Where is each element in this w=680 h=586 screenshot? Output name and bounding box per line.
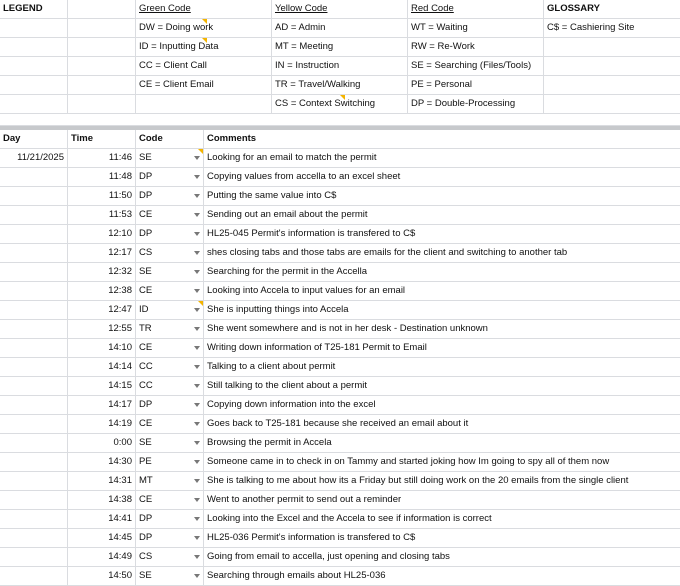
code-cell[interactable]	[136, 434, 204, 452]
table-row	[0, 510, 680, 529]
day-cell[interactable]	[0, 453, 68, 471]
comment-cell[interactable]: Looking into Accela to input values for an email	[207, 285, 406, 296]
day-cell[interactable]	[0, 206, 68, 224]
code-cell[interactable]	[136, 282, 204, 300]
yellow-code-item[interactable]: CS = Context Switching	[272, 95, 408, 113]
cell[interactable]	[544, 95, 680, 113]
cell[interactable]	[68, 0, 136, 18]
table-row	[0, 567, 680, 586]
table-row	[0, 301, 680, 320]
green-code-item[interactable]: ID = Inputting Data	[136, 38, 272, 56]
red-code-item[interactable]: PE = Personal	[408, 76, 544, 94]
day-cell[interactable]	[0, 415, 68, 433]
dropdown-arrow-icon[interactable]	[194, 175, 200, 179]
code-value: CE	[139, 418, 153, 429]
comment-cell[interactable]: Looking into the Excel and the Accela to see if information is correct	[207, 513, 492, 524]
comment-cell[interactable]: Sending out an email about the permit	[207, 209, 368, 220]
time-cell[interactable]: 12:10	[68, 225, 136, 243]
dropdown-arrow-icon[interactable]	[194, 403, 200, 407]
comment-cell[interactable]: Still talking to the client about a permit	[207, 380, 368, 391]
cell[interactable]	[68, 19, 136, 37]
time-cell[interactable]: 14:15	[68, 377, 136, 395]
code-value: CE	[139, 285, 153, 296]
header-code[interactable]: Code	[136, 130, 204, 148]
time-cell[interactable]: 14:19	[68, 415, 136, 433]
day-cell[interactable]	[0, 187, 68, 205]
code-cell[interactable]	[136, 263, 204, 281]
code-value: CE	[139, 209, 153, 220]
time-cell[interactable]: 12:38	[68, 282, 136, 300]
legend-row	[0, 57, 680, 76]
day-cell[interactable]	[0, 320, 68, 338]
code-cell[interactable]	[136, 225, 204, 243]
day-cell[interactable]	[0, 301, 68, 319]
table-row	[0, 149, 680, 168]
dropdown-arrow-icon[interactable]	[194, 479, 200, 483]
code-cell[interactable]	[136, 510, 204, 528]
time-cell[interactable]: 14:30	[68, 453, 136, 471]
red-code-item[interactable]: SE = Searching (Files/Tools)	[408, 57, 544, 75]
cell[interactable]	[68, 95, 136, 113]
code-cell[interactable]	[136, 244, 204, 262]
dropdown-arrow-icon[interactable]	[194, 232, 200, 236]
day-cell[interactable]	[0, 472, 68, 490]
day-cell[interactable]	[0, 168, 68, 186]
day-cell[interactable]	[0, 225, 68, 243]
time-cell[interactable]: 14:41	[68, 510, 136, 528]
code-value: DP	[139, 399, 153, 410]
green-code-item[interactable]: CC = Client Call	[136, 57, 272, 75]
legend-row	[0, 95, 680, 114]
time-cell[interactable]: 0:00	[68, 434, 136, 452]
time-cell[interactable]: 11:48	[68, 168, 136, 186]
code-cell[interactable]	[136, 396, 204, 414]
day-cell[interactable]	[0, 377, 68, 395]
yellow-code-item[interactable]: MT = Meeting	[272, 38, 408, 56]
table-row	[0, 358, 680, 377]
time-cell[interactable]: 12:47	[68, 301, 136, 319]
code-value: CC	[139, 361, 153, 372]
code-value: TR	[139, 323, 152, 334]
red-code-item[interactable]: WT = Waiting	[408, 19, 544, 37]
dropdown-arrow-icon[interactable]	[194, 327, 200, 331]
yellow-code-item[interactable]: TR = Travel/Walking	[272, 76, 408, 94]
comment-cell[interactable]: Goes back to T25-181 because she received an email about it	[207, 418, 469, 429]
dropdown-arrow-icon[interactable]	[194, 270, 200, 274]
day-cell[interactable]	[0, 244, 68, 262]
note-marker[interactable]	[198, 149, 203, 154]
code-value: DP	[139, 228, 153, 239]
red-code-item[interactable]: RW = Re-Work	[408, 38, 544, 56]
code-cell[interactable]	[136, 339, 204, 357]
dropdown-arrow-icon[interactable]	[194, 213, 200, 217]
time-cell[interactable]: 12:32	[68, 263, 136, 281]
code-value: PE	[139, 456, 152, 467]
time-cell[interactable]: 14:45	[68, 529, 136, 547]
log-header-row	[0, 130, 680, 149]
green-code-item[interactable]: CE = Client Email	[136, 76, 272, 94]
code-value: CE	[139, 342, 153, 353]
comment-cell[interactable]: Looking for an email to match the permit	[207, 152, 377, 163]
comment-cell[interactable]: She is inputting things into Accela	[207, 304, 349, 315]
time-cell[interactable]: 14:38	[68, 491, 136, 509]
table-row	[0, 168, 680, 187]
comment-cell[interactable]: She went somewhere and is not in her desk - Destination unknown	[207, 323, 488, 334]
green-code-title[interactable]: Green Code	[136, 0, 272, 18]
dropdown-arrow-icon[interactable]	[194, 156, 200, 160]
table-row	[0, 529, 680, 548]
table-row	[0, 377, 680, 396]
code-cell[interactable]	[136, 377, 204, 395]
dropdown-arrow-icon[interactable]	[194, 346, 200, 350]
red-code-title[interactable]: Red Code	[408, 0, 544, 18]
dropdown-arrow-icon[interactable]	[194, 460, 200, 464]
comment-cell[interactable]: Went to another permit to send out a reminder	[207, 494, 402, 505]
cell[interactable]	[68, 57, 136, 75]
cell[interactable]	[0, 38, 68, 56]
header-day[interactable]: Day	[0, 130, 68, 148]
dropdown-arrow-icon[interactable]	[194, 441, 200, 445]
note-marker[interactable]	[202, 19, 207, 24]
dropdown-arrow-icon[interactable]	[194, 289, 200, 293]
table-row	[0, 453, 680, 472]
code-cell[interactable]	[136, 320, 204, 338]
note-marker[interactable]	[202, 38, 207, 43]
code-value: SE	[139, 266, 152, 277]
code-value: SE	[139, 570, 152, 581]
code-cell[interactable]	[136, 548, 204, 566]
legend-row	[0, 19, 680, 38]
cell[interactable]	[544, 57, 680, 75]
yellow-code-item[interactable]: IN = Instruction	[272, 57, 408, 75]
dropdown-arrow-icon[interactable]	[194, 517, 200, 521]
code-value: DP	[139, 532, 153, 543]
cell[interactable]	[0, 19, 68, 37]
code-value: DP	[139, 190, 153, 201]
cell[interactable]	[0, 95, 68, 113]
code-cell[interactable]	[136, 206, 204, 224]
table-row	[0, 225, 680, 244]
code-cell[interactable]	[136, 187, 204, 205]
dropdown-arrow-icon[interactable]	[194, 308, 200, 312]
comment-cell[interactable]: Searching for the permit in the Accella	[207, 266, 368, 277]
legend-row	[0, 76, 680, 95]
dropdown-arrow-icon[interactable]	[194, 251, 200, 255]
code-cell[interactable]	[136, 168, 204, 186]
table-row	[0, 472, 680, 491]
day-cell[interactable]	[0, 548, 68, 566]
code-cell[interactable]	[136, 301, 204, 319]
yellow-code-title[interactable]: Yellow Code	[272, 0, 408, 18]
code-cell[interactable]	[136, 358, 204, 376]
code-value: SE	[139, 152, 152, 163]
code-value: CE	[139, 494, 153, 505]
comment-cell[interactable]: Someone came in to check in on Tammy and started joking how Im going to spy all of them now	[207, 456, 610, 467]
dropdown-arrow-icon[interactable]	[194, 365, 200, 369]
time-cell[interactable]: 14:49	[68, 548, 136, 566]
time-cell[interactable]: 12:55	[68, 320, 136, 338]
day-cell[interactable]	[0, 396, 68, 414]
table-row	[0, 396, 680, 415]
table-row	[0, 187, 680, 206]
day-cell[interactable]	[0, 529, 68, 547]
time-cell[interactable]: 11:53	[68, 206, 136, 224]
legend-row	[0, 38, 680, 57]
day-cell[interactable]	[0, 434, 68, 452]
cell[interactable]	[68, 76, 136, 94]
comment-cell[interactable]: Talking to a client about permit	[207, 361, 336, 372]
table-row	[0, 282, 680, 301]
day-cell[interactable]	[0, 263, 68, 281]
code-cell[interactable]	[136, 149, 204, 167]
code-value: DP	[139, 171, 153, 182]
day-cell[interactable]	[0, 491, 68, 509]
time-cell[interactable]: 14:14	[68, 358, 136, 376]
code-value: ID	[139, 304, 149, 315]
code-cell[interactable]	[136, 472, 204, 490]
dropdown-arrow-icon[interactable]	[194, 555, 200, 559]
cell[interactable]	[136, 95, 272, 113]
table-row	[0, 320, 680, 339]
comment-cell[interactable]: Copying down information into the excel	[207, 399, 376, 410]
glossary-title[interactable]: GLOSSARY	[547, 3, 600, 14]
legend-title[interactable]: LEGEND	[0, 0, 68, 18]
table-row	[0, 339, 680, 358]
day-cell[interactable]	[0, 282, 68, 300]
code-cell[interactable]	[136, 491, 204, 509]
comment-cell[interactable]: shes closing tabs and those tabs are emails for the client and switching to another tab	[207, 247, 568, 258]
table-row	[0, 244, 680, 263]
code-value: MT	[139, 475, 153, 486]
code-value: DP	[139, 513, 153, 524]
dropdown-arrow-icon[interactable]	[194, 574, 200, 578]
comment-cell[interactable]: Browsing the permit in Accela	[207, 437, 332, 448]
code-cell[interactable]	[136, 453, 204, 471]
header-time[interactable]: Time	[68, 130, 136, 148]
time-cell[interactable]: 14:17	[68, 396, 136, 414]
time-cell[interactable]: 11:46	[68, 149, 136, 167]
blank-row	[0, 114, 680, 126]
dropdown-arrow-icon[interactable]	[194, 194, 200, 198]
day-cell[interactable]	[0, 339, 68, 357]
day-cell[interactable]	[0, 358, 68, 376]
time-cell[interactable]: 12:17	[68, 244, 136, 262]
comment-cell[interactable]: Copying values from accella to an excel sheet	[207, 171, 401, 182]
legend-header-row	[0, 0, 680, 19]
day-cell[interactable]	[0, 510, 68, 528]
red-code-item[interactable]: DP = Double-Processing	[408, 95, 544, 113]
comment-cell[interactable]: She is talking to me about how its a Friday but still doing work on the 20 emails from the single client	[207, 475, 629, 486]
day-cell[interactable]: 11/21/2025	[0, 149, 68, 167]
comment-cell[interactable]: Searching through emails about HL25-036	[207, 570, 386, 581]
code-value: SE	[139, 437, 152, 448]
code-cell[interactable]	[136, 529, 204, 547]
glossary-item[interactable]: C$ = Cashiering Site	[547, 22, 635, 33]
cell[interactable]	[68, 38, 136, 56]
day-cell[interactable]	[0, 567, 68, 585]
time-cell[interactable]: 14:31	[68, 472, 136, 490]
time-cell[interactable]: 11:50	[68, 187, 136, 205]
time-cell[interactable]: 14:50	[68, 567, 136, 585]
cell[interactable]	[544, 38, 680, 56]
note-marker[interactable]	[340, 95, 345, 100]
comment-cell[interactable]: HL25-045 Permit's information is transfered to C$	[207, 228, 416, 239]
yellow-code-item[interactable]: AD = Admin	[272, 19, 408, 37]
code-value: CS	[139, 247, 153, 258]
green-code-item[interactable]: DW = Doing work	[136, 19, 272, 37]
table-row	[0, 491, 680, 510]
code-cell[interactable]	[136, 567, 204, 585]
cell[interactable]	[544, 76, 680, 94]
code-value: CS	[139, 551, 153, 562]
table-row	[0, 263, 680, 282]
code-cell[interactable]	[136, 415, 204, 433]
header-comments[interactable]: Comments	[207, 133, 257, 144]
cell[interactable]	[0, 57, 68, 75]
dropdown-arrow-icon[interactable]	[194, 384, 200, 388]
dropdown-arrow-icon[interactable]	[194, 422, 200, 426]
table-row	[0, 548, 680, 567]
comment-cell[interactable]: Writing down information of T25-181 Permit to Email	[207, 342, 427, 353]
comment-cell[interactable]: Going from email to accella, just opening and closing tabs	[207, 551, 450, 562]
comment-cell[interactable]: HL25-036 Permit's information is transfered to C$	[207, 532, 416, 543]
dropdown-arrow-icon[interactable]	[194, 498, 200, 502]
code-value: CC	[139, 380, 153, 391]
table-row	[0, 415, 680, 434]
time-cell[interactable]: 14:10	[68, 339, 136, 357]
table-row	[0, 206, 680, 225]
dropdown-arrow-icon[interactable]	[194, 536, 200, 540]
comment-cell[interactable]: Putting the same value into C$	[207, 190, 337, 201]
note-marker[interactable]	[198, 301, 203, 306]
table-row	[0, 434, 680, 453]
cell[interactable]	[0, 76, 68, 94]
